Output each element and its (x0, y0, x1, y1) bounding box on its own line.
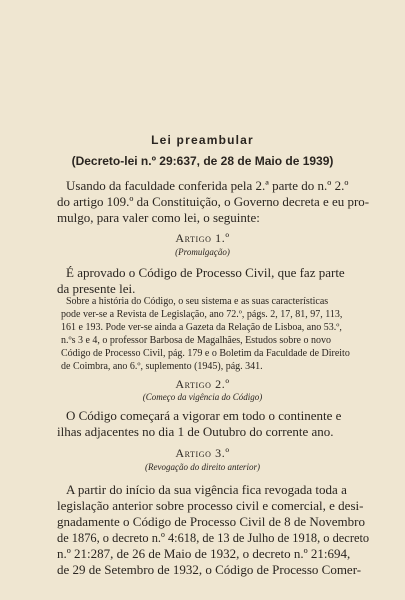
decree-reference: (Decreto-lei n.º 29:637, de 28 de Maio de 1939) (71, 154, 334, 168)
article-3-line-3: gnadamente o Código de Processo Civil de 8 de Novembro (57, 514, 365, 529)
article-3-line-4: de 1876, o decreto n.º 4:618, de 13 de Julho de 1918, o decreto (57, 530, 370, 545)
article-2-line-2: ilhas adjacentes no dia 1 de Outubro do corrente ano. (57, 424, 334, 439)
page-title: Lei preambular (151, 133, 254, 147)
article-1-line-1: É aprovado o Código de Processo Civil, que faz parte (66, 265, 345, 280)
article-3-line-2: legislação anterior sobre processo civil e comercial, e desi- (57, 498, 364, 513)
article-1-note-line-4: n.ºs 3 e 4, o professor Barbosa de Magalhães, Estudos sobre o novo (61, 335, 331, 346)
article-3-line-5: n.º 21:287, de 26 de Maio de 1932, o decreto n.º 21:694, (57, 546, 351, 561)
article-2-heading: Artigo 2.º (175, 377, 230, 391)
intro-line-3: mulgo, para valer como lei, o seguinte: (57, 210, 260, 225)
article-3-line-6: de 29 de Setembro de 1932, o Código de Processo Comer- (57, 562, 362, 577)
article-1-line-2: da presente lei. (57, 281, 136, 296)
intro-line-2: do artigo 109.º da Constituição, o Governo decreta e eu pro- (57, 194, 370, 209)
article-2-subheading: (Começo da vigência do Código) (142, 392, 263, 402)
article-1-note-line-5: Código de Processo Civil, pág. 179 e o Boletim da Faculdade de Direito (61, 348, 350, 359)
article-1-subheading: (Promulgação) (175, 247, 230, 257)
article-3-heading: Artigo 3.º (175, 446, 230, 460)
article-1-note-line-2: pode ver-se a Revista de Legislação, ano 72.º, págs. 2, 17, 81, 97, 113, (61, 309, 343, 320)
article-3-line-1: A partir do início da sua vigência fica revogada toda a (66, 482, 347, 497)
article-1-note-line-6: de Coimbra, ano 6.º, suplemento (1945), pág. 341. (61, 361, 263, 372)
article-1-note-line-3: 161 e 193. Pode ver-se ainda a Gazeta da Relação de Lisboa, ano 53.º, (61, 322, 342, 333)
article-1-heading: Artigo 1.º (175, 231, 230, 245)
intro-line-1: Usando da faculdade conferida pela 2.ª parte do n.º 2.º (66, 178, 349, 193)
article-1-note-line-1: Sobre a história do Código, o seu sistema e as suas características (66, 296, 329, 307)
article-2-line-1: O Código começará a vigorar em todo o continente e (66, 408, 342, 423)
article-3-subheading: (Revogação do direito anterior) (145, 462, 260, 472)
